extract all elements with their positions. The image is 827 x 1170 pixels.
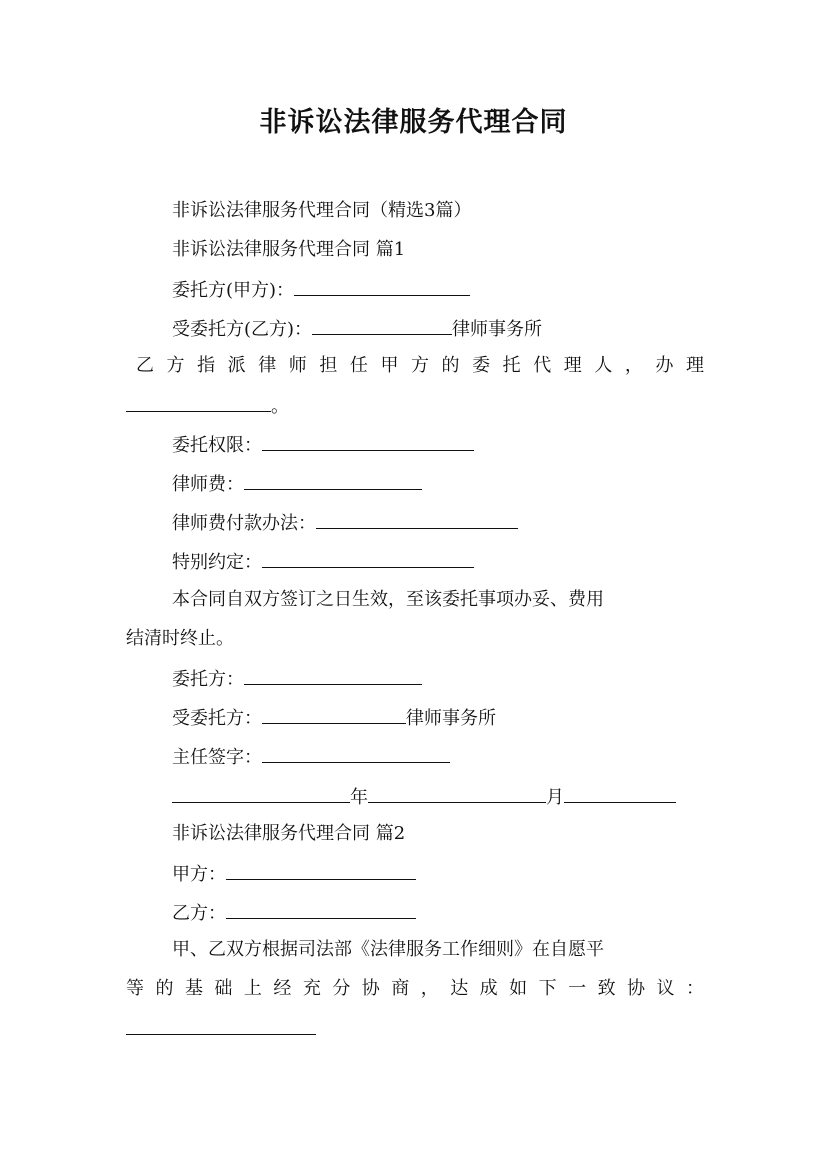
fill-blank[interactable] — [316, 509, 518, 529]
payment-method-line: 律师费付款办法： — [172, 509, 518, 537]
effective-clause-cont: 结清时终止。 — [126, 628, 234, 649]
fee-line: 律师费： — [172, 470, 422, 498]
fill-blank[interactable] — [262, 548, 474, 568]
agent-party-b-line: 受委托方(乙方)： 律师事务所 — [172, 315, 542, 343]
appointment-paragraph: 乙方指派律师担任甲方的委托代理人，办理 — [136, 355, 704, 376]
agreement-blank-line — [126, 1015, 316, 1043]
special-terms-line: 特别约定： — [172, 548, 474, 576]
authority-line: 委托权限： — [172, 431, 474, 459]
fill-blank[interactable] — [244, 665, 422, 685]
effective-clause: 本合同自双方签订之日生效，至该委托事项办妥、费用 — [172, 589, 604, 610]
signature-client-line: 委托方： — [172, 665, 422, 693]
party-a-line: 甲方： — [172, 860, 416, 888]
director-signature-line: 主任签字： — [172, 743, 450, 771]
fill-blank[interactable] — [294, 276, 470, 296]
fill-blank[interactable] — [564, 783, 676, 803]
fill-blank[interactable] — [126, 1015, 316, 1035]
party-b-line: 乙方： — [172, 899, 416, 927]
agreement-paragraph-cont: 等的基础上经充分协商，达成如下一致协议： — [126, 978, 704, 999]
fill-blank[interactable] — [244, 470, 422, 490]
fill-blank[interactable] — [126, 392, 271, 412]
appointment-paragraph-cont: 。 — [126, 392, 289, 420]
fill-blank[interactable] — [262, 431, 474, 451]
fill-blank[interactable] — [226, 860, 416, 880]
section-heading-2: 非诉讼法律服务代理合同 篇2 — [172, 823, 406, 844]
date-line: 年 月 — [172, 783, 676, 811]
fill-blank[interactable] — [172, 783, 350, 803]
fill-blank[interactable] — [368, 783, 546, 803]
agreement-paragraph: 甲、乙双方根据司法部《法律服务工作细则》在自愿平 — [172, 939, 604, 960]
signature-agent-line: 受委托方： 律师事务所 — [172, 704, 496, 732]
fill-blank[interactable] — [226, 899, 416, 919]
fill-blank[interactable] — [262, 743, 450, 763]
doc-heading: 非诉讼法律服务代理合同（精选3篇） — [172, 200, 472, 221]
fill-blank[interactable] — [312, 315, 452, 335]
document-title: 非诉讼法律服务代理合同 — [259, 107, 568, 138]
client-party-a-line: 委托方(甲方)： — [172, 276, 470, 304]
fill-blank[interactable] — [262, 704, 406, 724]
section-heading-1: 非诉讼法律服务代理合同 篇1 — [172, 239, 406, 260]
